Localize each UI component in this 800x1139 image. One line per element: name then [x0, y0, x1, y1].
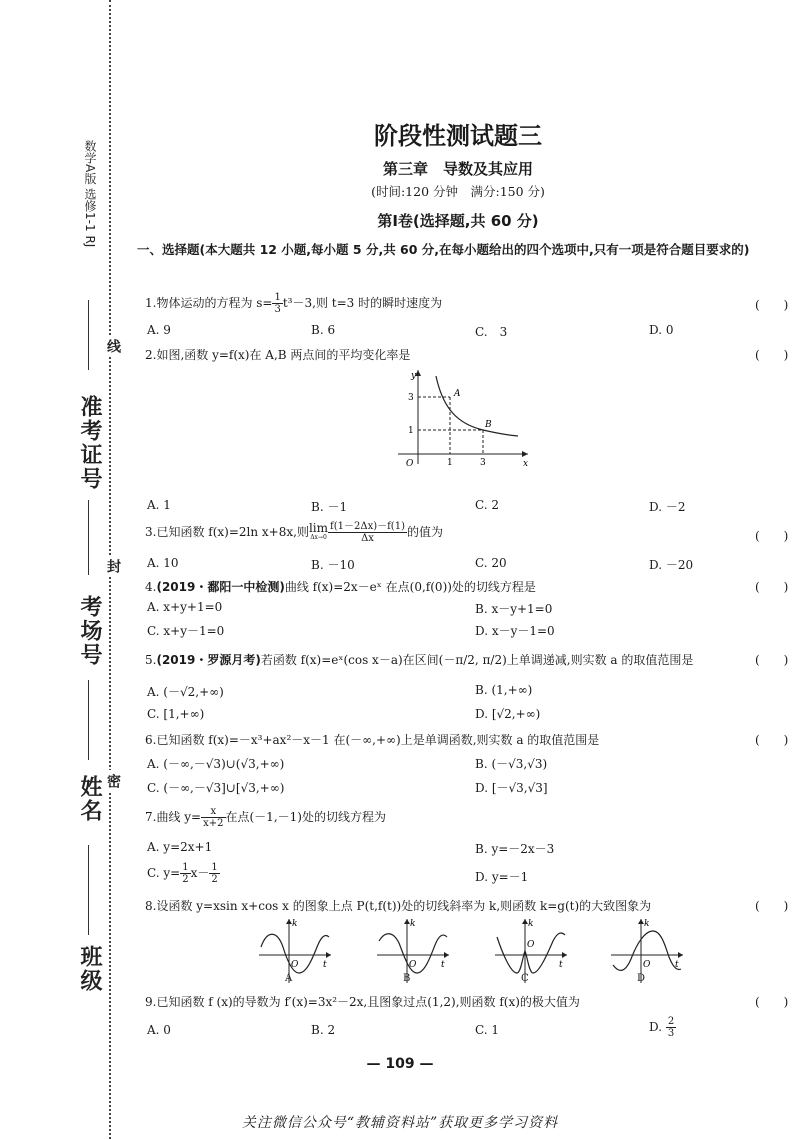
q7-optc-frac2-den: 2 — [211, 874, 218, 885]
q9-optd-frac-den: 3 — [667, 1028, 675, 1039]
q6-option-b: B. (－√3,√3) — [475, 757, 548, 771]
q8b-k: k — [410, 919, 416, 929]
q1-stem-a: 1.物体运动的方程为 s= — [145, 296, 273, 310]
q5-option-b: B. (1,+∞) — [475, 683, 533, 697]
seam-xian: 线 — [103, 335, 123, 357]
q8a-o: O — [291, 960, 299, 970]
q1-answer-paren: ( ) — [755, 298, 789, 312]
q8d-t: t — [675, 960, 679, 970]
q7-optc-frac2 — [209, 862, 219, 885]
q9-option-c: C. 1 — [475, 1023, 500, 1037]
question-2: 2.如图,函数 y=f(x)在 A,B 两点间的平均变化率是 — [145, 348, 411, 362]
q2-graph — [388, 364, 538, 470]
q7-option-c — [147, 862, 220, 885]
class-label: 班级 — [77, 945, 102, 993]
q7-optc-frac1 — [180, 862, 190, 885]
q8c-o: O — [527, 940, 535, 950]
q2-curve — [436, 376, 518, 436]
q8-label-b: B — [403, 973, 411, 984]
question-9: 9.已知函数 f (x)的导数为 f′(x)=3x²－2x,且图象过点(1,2),则函数 f(x)的极大值为 — [145, 995, 580, 1009]
q1-frac-num: 1 — [274, 292, 281, 303]
q3-frac-num: f(1－2Δx)－f(1) — [330, 521, 405, 532]
q7-frac-den: x+2 — [203, 818, 224, 829]
q4-option-d: D. x－y－1=0 — [475, 624, 555, 638]
q3-fraction — [328, 521, 407, 544]
name-label: 姓名 — [77, 775, 102, 823]
q3-stem-a: 3.已知函数 f(x)=2ln x+8x,则 — [145, 525, 309, 539]
q8a-k: k — [292, 919, 298, 929]
q1-option-b: B. 6 — [311, 323, 336, 337]
q9-optd-frac-num: 2 — [667, 1016, 675, 1027]
q4-stem: 曲线 f(x)=2x－eˣ 在点(0,f(0))处的切线方程是 — [284, 580, 536, 594]
q2-option-a: A. 1 — [147, 498, 171, 512]
volume-title: 第Ⅰ卷(选择题,共 60 分) — [377, 212, 539, 230]
course-label: 数学A版 选修1-1 RJ — [83, 140, 97, 248]
q9-option-b: B. 2 — [311, 1023, 336, 1037]
q2-y-label: y — [411, 371, 417, 381]
question-3 — [145, 521, 785, 544]
q2-option-b: B. －1 — [311, 500, 348, 514]
q4-answer-paren: ( ) — [755, 580, 789, 594]
q2-option-d: D. －2 — [649, 500, 686, 514]
q8c-k: k — [528, 919, 534, 929]
q7-optc-frac1-den: 2 — [182, 874, 189, 885]
q8b-o: O — [409, 960, 417, 970]
question-1 — [145, 292, 785, 315]
q1-option-c: C. 3 — [475, 325, 508, 339]
promo-text: 关注微信公众号“教辅资料站”获取更多学习资料 — [241, 1115, 559, 1131]
q7-optc-frac2-num: 1 — [211, 862, 218, 873]
q8-graph-c — [491, 915, 571, 987]
q5-option-d: D. [√2,+∞) — [475, 707, 541, 721]
q8-graph-b — [373, 915, 453, 987]
room-line — [88, 500, 89, 575]
q3-frac-den: Δx — [361, 533, 374, 544]
q5-stem-a: 若函数 f(x)=eˣ(cos x－a)在区间 — [260, 653, 439, 667]
q2-option-c: C. 2 — [475, 498, 500, 512]
q2-point-a: A — [454, 389, 461, 399]
q8a-t: t — [323, 960, 327, 970]
q2-tick-y3: 3 — [408, 393, 414, 403]
section-heading: 一、选择题(本大题共 12 小题,每小题 5 分,共 60 分,在每小题给出的四个选项中,只有一项是符合题目要求的) — [137, 242, 750, 257]
question-7 — [145, 806, 785, 829]
q4-option-a: A. x+y+1=0 — [147, 600, 223, 614]
room-label: 考场号 — [77, 595, 102, 667]
time-info: (时间:120 分钟 满分:150 分) — [371, 184, 545, 199]
q7-option-b: B. y=－2x－3 — [475, 842, 555, 856]
q9-answer-paren: ( ) — [755, 995, 789, 1009]
q2-x-label: x — [523, 459, 529, 469]
class-line — [88, 845, 89, 935]
q7-stem-a: 7.曲线 y= — [145, 810, 202, 824]
q5-option-a: A. (－√2,+∞) — [147, 685, 224, 699]
q4-option-c: C. x+y－1=0 — [147, 624, 225, 638]
q3-lim-sub: Δx→0 — [310, 533, 327, 541]
q9-optd-frac — [666, 1016, 676, 1039]
q7-optc-mid: x－ — [190, 866, 210, 880]
q6-option-a: A. (－∞,－√3)∪(√3,+∞) — [147, 757, 285, 771]
chapter-title: 第三章 导数及其应用 — [382, 160, 533, 178]
q5-answer-paren: ( ) — [755, 653, 789, 667]
name-line — [88, 680, 89, 760]
seam-feng: 封 — [103, 555, 123, 577]
page-number: — 109 — — [366, 1056, 434, 1072]
question-5: 5.(2019・罗源月考)若函数 f(x)=eˣ(cos x－a)在区间(－π/2, π/2)上单调递减,则实数 a 的取值范围是 — [145, 653, 694, 667]
q8-answer-paren: ( ) — [755, 899, 789, 913]
q9-option-a: A. 0 — [147, 1023, 171, 1037]
q3-answer-paren: ( ) — [755, 529, 789, 543]
q2-answer-paren: ( ) — [755, 348, 789, 362]
q8-label-a: A — [285, 973, 293, 984]
q3-option-a: A. 10 — [147, 556, 179, 570]
q3-option-d: D. －20 — [649, 558, 694, 572]
q9-optd-prefix: D. — [649, 1020, 666, 1034]
q1-fraction — [272, 292, 282, 315]
q8-label-d: D — [637, 973, 646, 984]
q5-option-c: C. [1,+∞) — [147, 707, 205, 721]
q4-source: (2019・鄱阳一中检测) — [156, 580, 285, 594]
question-4: 4.(2019・鄱阳一中检测)曲线 f(x)=2x－eˣ 在点(0,f(0))处的切线方程是 — [145, 580, 536, 594]
q7-frac-num: x — [201, 806, 225, 818]
q1-stem-b: t³－3,则 t=3 时的瞬时速度为 — [282, 296, 443, 310]
q7-optc-prefix: C. y= — [147, 866, 181, 880]
q8c-t: t — [559, 960, 563, 970]
q3-option-c: C. 20 — [475, 556, 507, 570]
q7-option-a: A. y=2x+1 — [147, 840, 213, 854]
q1-option-a: A. 9 — [147, 323, 171, 337]
q8-graph-a — [255, 915, 335, 987]
q2-tick-y1: 1 — [408, 426, 414, 436]
q1-option-d: D. 0 — [649, 323, 674, 337]
q2-tick-x3: 3 — [480, 458, 486, 468]
q6-option-c: C. (－∞,－√3]∪[√3,+∞) — [147, 781, 285, 795]
q5-stem-b: 上单调递减,则实数 a 的取值范围是 — [506, 653, 694, 667]
q7-fraction — [201, 806, 225, 829]
q6-option-d: D. [－√3,√3] — [475, 781, 548, 795]
q2-x-arrow — [522, 451, 528, 457]
q8b-t: t — [441, 960, 445, 970]
q3-option-b: B. －10 — [311, 558, 355, 572]
question-6: 6.已知函数 f(x)=－x³+ax²－x－1 在(－∞,+∞)上是单调函数,则实数 a 的取值范围是 — [145, 733, 600, 747]
q7-optc-frac1-num: 1 — [182, 862, 189, 873]
q6-answer-paren: ( ) — [755, 733, 789, 747]
q1-frac-den: 3 — [274, 304, 281, 315]
q8d-o: O — [643, 960, 651, 970]
admission-line — [88, 300, 89, 370]
q7-option-d: D. y=－1 — [475, 870, 529, 884]
q2-point-b: B — [485, 420, 492, 430]
binding-margin — [0, 0, 120, 1139]
q3-limit — [308, 520, 329, 543]
q7-stem-b: 在点(－1,－1)处的切线方程为 — [225, 810, 386, 824]
exam-title: 阶段性测试题三 — [374, 122, 542, 150]
q3-lim-text: lim — [308, 520, 329, 535]
question-8: 8.设函数 y=xsin x+cos x 的图象上点 P(t,f(t))处的切线斜率为 k,则函数 k=g(t)的大致图象为 — [145, 899, 652, 913]
seam-mi: 密 — [103, 770, 123, 792]
q2-origin: O — [406, 459, 414, 469]
q3-stem-b: 的值为 — [406, 525, 443, 539]
q8d-k: k — [644, 919, 650, 929]
q4-option-b: B. x－y+1=0 — [475, 602, 553, 616]
q9-option-d — [649, 1016, 676, 1039]
q5-source: (2019・罗源月考) — [156, 653, 261, 667]
q2-tick-x1: 1 — [447, 458, 453, 468]
q8-graph-d — [607, 915, 687, 987]
admission-label: 准考证号 — [77, 395, 102, 491]
q8-label-c: C — [521, 973, 529, 984]
q5-interval: (－π/2, π/2) — [438, 653, 507, 667]
